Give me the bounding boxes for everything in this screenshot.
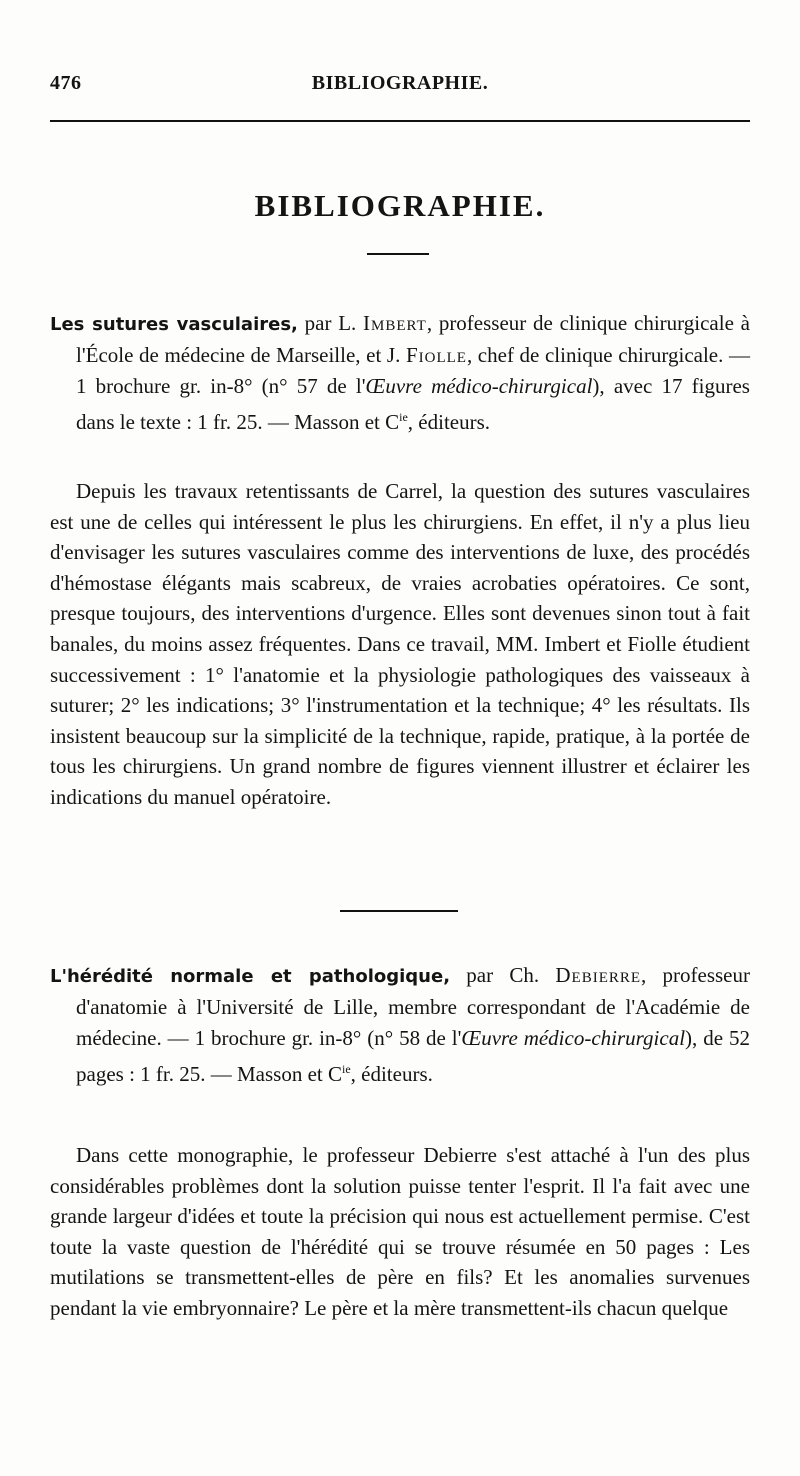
- entry-sup: ie: [341, 1062, 351, 1076]
- entry-coauthor: Fiolle: [405, 343, 467, 367]
- running-title: BIBLIOGRAPHIE.: [311, 72, 489, 94]
- entry-by: par L.: [297, 311, 364, 335]
- entry-work-title: Œuvre médico-chirurgical: [365, 374, 593, 398]
- entry-review-heredite: Dans cette monographie, le professeur Debierre s'est attaché à l'un des plus considérables problèmes dont la solution puisse tenter l'esprit. Il l'a fait avec une grande largeur d'idées et toute la précision qui nous est actuellement permise. C'est toute la vaste question de l'hérédité qui se trouve résumée en 50 pages : Les mutilations se transmettent-elles de père en fils? Et les anomalies survenues pendant la vie embryonnaire? Le père et la mère transmettent-ils chacun quelque: [50, 1143, 750, 1320]
- entry-title: Les sutures vasculaires,: [50, 314, 298, 335]
- running-head: [50, 72, 750, 104]
- entry-by: par Ch.: [450, 963, 556, 987]
- entry-title: L'hérédité normale et pathologique,: [50, 966, 451, 987]
- entry-divider: [340, 910, 458, 912]
- entry-affiliation: , professeur de clinique chirurgicale à l'École de médecine de Marseille, et J.: [76, 311, 750, 367]
- entry-heading-sutures: [50, 308, 750, 438]
- entry-details: ), de 52 pages : 1 fr. 25. — Masson et C: [76, 1026, 750, 1086]
- entry-review-sutures: Depuis les travaux retentissants de Carrel, la question des sutures vasculaires est une de celles qui intéressent le plus les chirurgiens. En effet, il n'y a plus lieu d'envisager les sutures vasculaires comme des interventions de luxe, des procédés d'hémostase élégants mais scabreux, de vraies acrobaties opératoires. Ce sont, presque toujours, des interventions d'urgence. Elles sont devenues sinon tout à fait banales, du moins assez fréquentes. Dans ce travail, MM. Imbert et Fiolle étudient successivement : 1° l'anatomie et la physiologie pathologiques des vaisseaux à suturer; 2° les indications; 3° l'instrumentation et la technique; 4° les résultats. Ils insistent beaucoup sur la simplicité de la technique, rapide, pratique, à la portée de tous les chirurgiens. Un grand nombre de figures viennent illustrer et éclairer les indications du manuel opératoire.: [50, 479, 750, 809]
- header-rule: [50, 120, 750, 122]
- entry-heading-heredite: [50, 960, 750, 1090]
- entry-details: ), avec 17 figures dans le texte : 1 fr. 25. — Masson et C: [76, 374, 750, 434]
- title-divider: [367, 253, 429, 255]
- entry-author: Imbert: [363, 311, 427, 335]
- entry-affiliation: , professeur d'anatomie à l'Université de Lille, membre correspondant de l'Académie de médecine. — 1 brochure gr. in-8° (n° 58 de l': [76, 963, 750, 1050]
- section-title: BIBLIOGRAPHIE.: [254, 188, 546, 223]
- page-number: 476: [50, 72, 82, 94]
- entry-author: Debierre: [555, 963, 642, 987]
- entry-publication: , chef de clinique chirurgicale. — 1 brochure gr. in-8° (n° 57 de l': [76, 343, 750, 398]
- entry-work-title: Œuvre médico-chirurgical: [461, 1026, 686, 1050]
- entry-publisher-end: , éditeurs.: [407, 410, 491, 434]
- entry-publisher-end: , éditeurs.: [350, 1062, 433, 1086]
- entry-sup: ie: [399, 410, 408, 424]
